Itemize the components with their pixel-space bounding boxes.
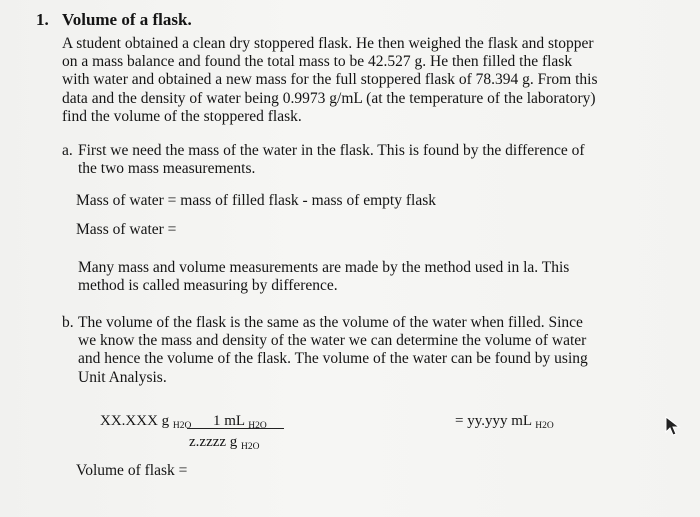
- conversion-quantity-subscript: H2O: [172, 421, 192, 431]
- conversion-denominator: [189, 434, 260, 451]
- measuring-by-difference-note: [78, 259, 569, 295]
- mass-equation: Mass of water = mass of filled flask - mass of empty flask: [76, 192, 436, 209]
- problem-title-text: Volume of a flask.: [62, 10, 192, 29]
- intro-line: A student obtained a clean dry stoppered flask. He then weighed the flask and stopper: [62, 35, 594, 52]
- part-a-line: First we need the mass of the water in the flask. This is found by the difference of: [78, 142, 585, 159]
- note-line: Many mass and volume measurements are made by the method used in la. This: [78, 259, 570, 276]
- conversion-result-value: = yy.yyy mL: [455, 413, 532, 429]
- part-b: [62, 314, 588, 387]
- mass-of-water-answer-prompt: Mass of water =: [76, 221, 177, 238]
- part-a-marker: a.: [62, 142, 73, 159]
- problem-intro: [62, 35, 642, 126]
- part-b-marker: b.: [62, 314, 74, 331]
- note-line: method is called measuring by difference.: [78, 277, 338, 295]
- part-a: [62, 142, 585, 178]
- part-b-line: The volume of the flask is the same as the volume of the water when filled. Since: [78, 314, 583, 331]
- conversion-quantity-value: XX.XXX g: [100, 413, 170, 429]
- problem-title: [36, 10, 192, 30]
- conversion-numerator-subscript: H2O: [248, 421, 267, 431]
- intro-line: with water and obtained a new mass for the full stoppered flask of 78.394 g. From this: [62, 71, 598, 89]
- intro-line: on a mass balance and found the total mass to be 42.527 g. He then filled the flask: [62, 53, 573, 71]
- intro-line: find the volume of the stoppered flask.: [62, 107, 302, 125]
- volume-of-flask-answer-prompt: Volume of flask =: [76, 462, 188, 479]
- conversion-quantity: [100, 413, 191, 430]
- conversion-result: [455, 413, 554, 430]
- conversion-numerator-value: 1 mL: [213, 413, 245, 429]
- intro-line: data and the density of water being 0.9973 g/mL (at the temperature of the laboratory): [62, 89, 596, 107]
- conversion-result-subscript: H2O: [535, 421, 554, 431]
- part-a-line: the two mass measurements.: [78, 160, 256, 178]
- part-b-line: we know the mass and density of the water we can determine the volume of water: [78, 332, 587, 350]
- conversion-denominator-value: z.zzzz g: [189, 434, 238, 450]
- problem-number: 1.: [36, 10, 49, 29]
- part-b-line: and hence the volume of the flask. The volume of the water can be found by using: [78, 350, 588, 368]
- mouse-pointer-icon: [664, 415, 682, 437]
- fraction-bar: [187, 428, 284, 429]
- part-b-line: Unit Analysis.: [78, 368, 167, 386]
- conversion-denominator-subscript: H2O: [241, 442, 260, 452]
